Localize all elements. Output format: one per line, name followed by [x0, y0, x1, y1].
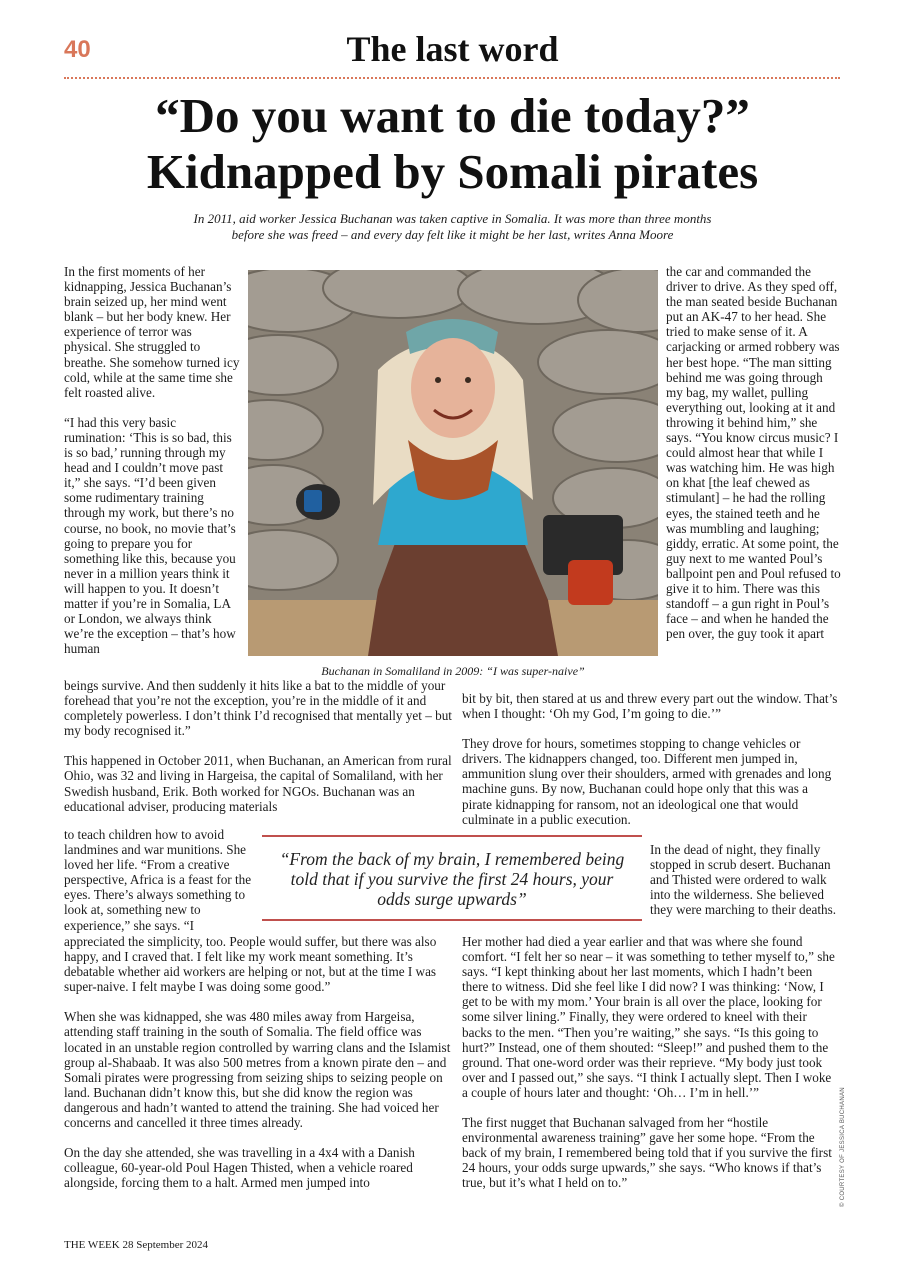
body-text: beings survive. And then suddenly it hits like a bat to the middle of your forehead that you’re not the exception, you’re in the middle of it and completely powerless. I don’t think I’d recognised that mentally yet – but my body recognised it.” — [64, 678, 452, 739]
body-column-right-beside-quote — [650, 842, 840, 917]
body-column-left-lower — [64, 934, 454, 1190]
body-paragraph: “I had this very basic rumination: ‘This is so bad, this is so bad,’ running through my head and I couldn’t move past it,” she says. “I’d been given some rudimentary training through my work, but there’s no course, no book, no movie that’s going to prepare you for something like this, because you never in a million years think it will happen to you. It doesn’t matter if you’re in Somalia, LA or London, we always think we’re the exception – that’s how human — [64, 414, 236, 657]
body-paragraph: to teach children how to avoid landmines and war munitions. She loved her life. “From a creative perspective, Africa is a feast for the eyes. There’s always something to look at, something new to experience,” she says. “I — [64, 827, 252, 933]
article-photo — [248, 270, 658, 656]
body-paragraph: When she was kidnapped, she was 480 miles away from Hargeisa, attending staff training in the south of Somalia. The field office was located in an unstable region controlled by warring clans and the Islamist group al-Shabaab. It was also 500 metres from a known pirate den – and Somali pirates were progressing from seizing ships to seizing people on land. Buchanan didn’t know this, but she did know the region was dangerous and hadn’t wanted to attend the training. She had voiced her concerns and cancelled it three times already. — [64, 1009, 451, 1131]
page-footer: THE WEEK 28 September 2024 — [64, 1239, 208, 1251]
pull-quote — [262, 835, 642, 921]
body-column-right — [462, 691, 840, 827]
section-title: The last word — [346, 29, 559, 69]
body-paragraph: the car and commanded the driver to drive. As they sped off, the man seated beside Buchanan put an AK-47 to her head. She tried to make sense of it. A carjacking or armed robbery was her best hope. “The man sitting behind me was going through my bag, my wallet, pulling everything out, looking at it and throwing it behind him,” she says. “You know circus music? I could almost hear that while I was watching him. He was high on khat [the leaf chewed as stimulant] – he had the rolling eyes, the stained teeth and he was mumbling and laughing; giddy, erratic. At some point, the guy next to me wanted Poul’s ballpoint pen and Poul refused to give it to him. There was this standoff – a gun right in Poul’s face – and when he handed the pen over, the guy took it apart — [666, 264, 841, 642]
body-paragraph: On the day she attended, she was travelling in a 4x4 with a Danish colleague, 60-year-old Poul Hagen Thisted, when a vehicle roared alongside, forcing them to a halt. Armed men jumped into — [64, 1145, 415, 1191]
body-paragraph: In the dead of night, they finally stopped in scrub desert. Buchanan and Thisted were ordered to walk into the wilderness. She believed they were marching to their deaths. — [650, 842, 837, 918]
body-paragraph: Her mother had died a year earlier and that was where she found comfort. “I felt her so near – it was something to tether myself to,” she says. “I kept thinking about her last moments, which I hadn’t been there to witness. Did she feel like I did now? I was thinking: ‘Now, I get to be with my mom.’ Your brain is all over the place, looking for some silver lining.” Finally, they were ordered to kneel with their backs to the men. “Then you’re waiting,” she says. “Is this going to hurt?” Instead, one of them shouted: “Sleep!” and pushed them to the ground. That one-word order was their reprieve. “My body just took over and I passed out,” she says. “I think I actually slept. Then I woke a couple of hours later and thought: ‘Oh… I’m in hell.’” — [462, 934, 835, 1100]
body-column-right-narrow — [666, 264, 842, 641]
body-column-left-narrow — [64, 264, 240, 656]
page-number: 40 — [64, 36, 91, 63]
body-column-left-beside-quote — [64, 827, 254, 933]
body-paragraph: The first nugget that Buchanan salvaged from her “hostile environmental awareness training” gave her some hope. “From the back of my brain, I remembered being told that if you survive the first 24 hours, your odds surge upwards,” she says. “Who knows if that’s true, but it’s what I held on to.” — [462, 1115, 832, 1191]
body-paragraph: They drove for hours, sometimes stopping to change vehicles or drivers. The kidnappers changed, too. Different men jumped in, ammunition slung over their shoulders, armed with grenades and long machine guns. By now, Buchanan could hope only that this was a pirate kidnapping for ransom, not an ideological one that would culminate in a public execution. — [462, 736, 832, 827]
body-paragraph: In the first moments of her kidnapping, Jessica Buchanan’s brain seized up, her mind went blank – but her body knew. Her experience of terror was physical. She struggled to breathe. She somehow turned icy cold, while at the same time she felt roasted alive. — [64, 264, 240, 400]
pull-quote-text: “From the back of my brain, I remembered being told that if you survive the first 24 hours, your odds surge upwards” — [279, 849, 625, 909]
standfirst-line-2: before she was freed – and every day felt like it might be her last, writes Anna Moore — [231, 227, 674, 242]
photo-illustration — [248, 270, 658, 656]
body-paragraph: This happened in October 2011, when Buchanan, an American from rural Ohio, was 32 and living in Hargeisa, the capital of Somaliland, with her Swedish husband, Erik. Both worked for NGOs. Buchanan was an educational adviser, producing materials — [64, 753, 452, 814]
body-column-left — [64, 678, 454, 814]
body-paragraph — [64, 678, 454, 738]
headline-line-1: “Do you want to die today?” — [155, 88, 750, 143]
standfirst-line-1: In 2011, aid worker Jessica Buchanan was taken captive in Somalia. It was more than three months — [193, 211, 712, 226]
dotted-divider — [64, 77, 840, 79]
standfirst — [120, 211, 785, 243]
body-column-right-lower — [462, 934, 840, 1191]
headline — [40, 88, 865, 200]
body-paragraph: appreciated the simplicity, too. People would suffer, but there was also happy, and I craved that. I felt like my work meant something. It’s debatable whether aid workers are helping or not, but at the time I was super-naive. I felt maybe I was doing some good.” — [64, 934, 437, 995]
body-paragraph: bit by bit, then stared at us and threw every part out the window. That’s when I thought: ‘Oh my God, I’m going to die.’” — [462, 691, 838, 722]
headline-line-2: Kidnapped by Somali pirates — [146, 144, 759, 199]
photo-caption: Buchanan in Somaliland in 2009: “I was super-naive” — [321, 664, 585, 678]
photo-credit: © COURTESY OF JESSICA BUCHANAN — [840, 1087, 846, 1207]
